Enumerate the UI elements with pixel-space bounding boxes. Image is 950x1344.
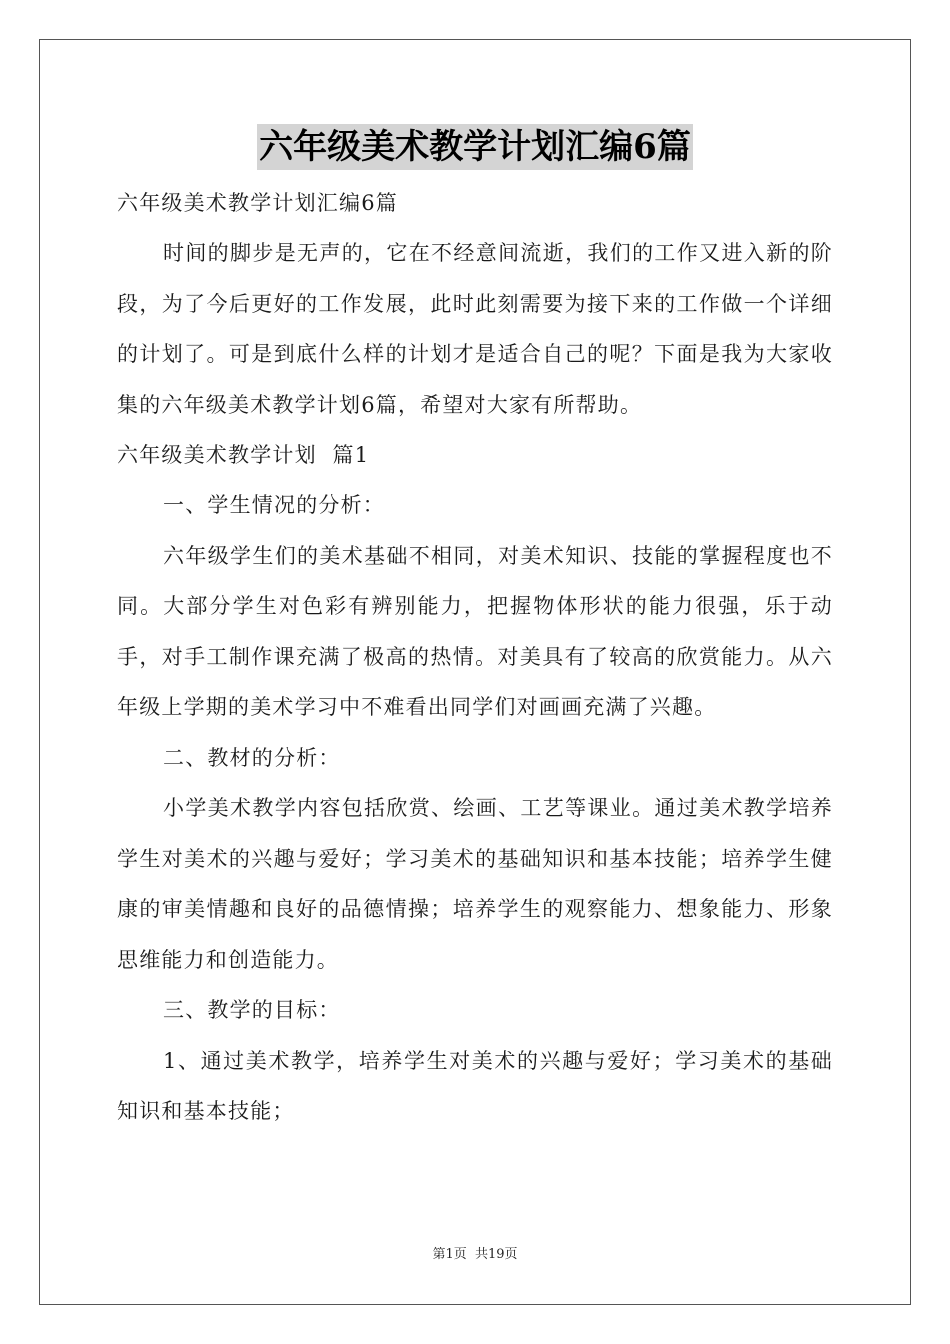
heading-textbook-analysis: 二、教材的分析：: [163, 745, 341, 770]
document-title: 六年级美术教学计划汇编6篇: [257, 124, 693, 170]
paragraph-teaching-goals: 1、通过美术教学，培养学生对美术的兴趣与爱好；学习美术的基础知识和基本技能；: [117, 1048, 833, 1123]
page-number: 第1页 共19页: [432, 1247, 518, 1262]
intro-paragraph: 时间的脚步是无声的，它在不经意间流逝，我们的工作又进入新的阶段，为了今后更好的工作发展，此时此刻需要为接下来的工作做一个详细的计划了。可是到底什么样的计划才是适合自己的呢？下面是我为大家收集的六年级美术教学计划6篇，希望对大家有所帮助。: [117, 241, 833, 417]
section-heading: 六年级美术教学计划 篇1: [117, 443, 370, 467]
document-body: [117, 178, 833, 1137]
paragraph-student-analysis: 六年级学生们的美术基础不相同，对美术知识、技能的掌握程度也不同。大部分学生对色彩有辨别能力，把握物体形状的能力很强，乐于动手，对手工制作课充满了极高的热情。对美具有了较高的欣赏能力。从六年级上学期的美术学习中不难看出同学们对画画充满了兴趣。: [117, 543, 833, 719]
heading-student-analysis: 一、学生情况的分析：: [163, 493, 385, 517]
heading-teaching-goals: 三、教学的目标：: [163, 998, 341, 1022]
paragraph-textbook-analysis: 小学美术教学内容包括欣赏、绘画、工艺等课业。通过美术教学培养学生对美术的兴趣与爱好；学习美术的基础知识和基本技能；培养学生健康的审美情趣和良好的品德情操；培养学生的观察能力、想象能力、形象思维能力和创造能力。: [117, 796, 833, 972]
title-container: [0, 124, 950, 170]
subtitle-line: 六年级美术教学计划汇编6篇: [117, 191, 398, 215]
page-footer: [0, 1245, 950, 1265]
